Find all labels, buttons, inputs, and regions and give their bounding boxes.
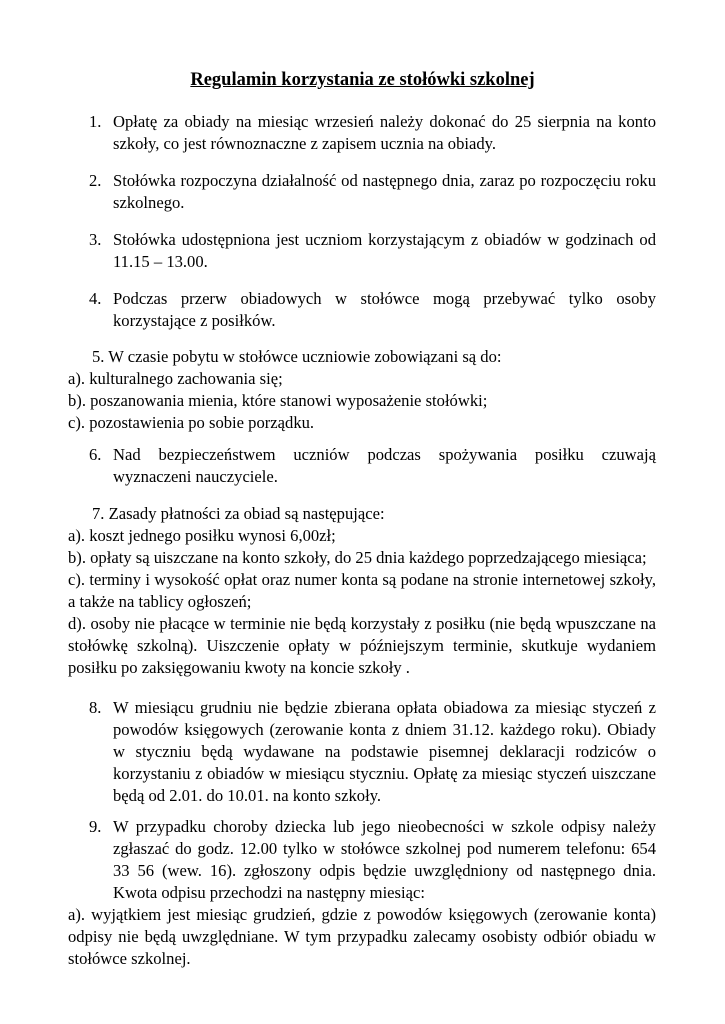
rule-item-9-subitems: [68, 904, 656, 970]
rule-text: W przypadku choroby dziecka lub jego nieobecności w szkole odpisy należy zgłaszać do godz. 12.00 tylko w stołówce szkolnej pod numerem telefonu: 654 33 56 (wew. 16). zgłoszony odpis będzie uwzględniony od następnego dnia. Kwota odpisu przechodzi na następny miesiąc:: [113, 817, 656, 902]
sub-item: b). poszanowania mienia, które stanowi wyposażenie stołówki;: [68, 391, 488, 410]
rule-item-7-heading: 7. Zasady płatności za obiad są następujące:: [92, 504, 385, 523]
sub-item: c). terminy i wysokość opłat oraz numer konta są podane na stronie internetowej szkoły, a także na tablicy ogłoszeń;: [68, 570, 656, 611]
rule-item-1: [89, 111, 656, 155]
rule-number: 2.: [89, 171, 102, 190]
sub-item: a). wyjątkiem jest miesiąc grudzień, gdzie z powodów księgowych (zerowanie konta) odpisy nie będą uwzględniane. W tym przypadku zalecamy osobisty odbiór obiadu w stołówce szkolnej.: [68, 905, 656, 968]
rule-item-5-heading: 5. W czasie pobytu w stołówce uczniowie zobowiązani są do:: [92, 347, 502, 366]
rule-item-8: [89, 697, 656, 807]
rule-number: 6.: [89, 445, 102, 464]
rule-text: W miesiącu grudniu nie będzie zbierana opłata obiadowa za miesiąc styczeń z powodów księgowych (zerowanie konta z dniem 31.12. każdego roku). Obiady w styczniu będą wydawane na podstawie pisemnej deklaracji rodziców o korzystaniu z obiadów w miesiącu styczniu. Opłatę za miesiąc styczeń uiszczane będą od 2.01. do 10.01. na konto szkoły.: [113, 698, 656, 805]
rule-text: Podczas przerw obiadowych w stołówce mogą przebywać tylko osoby korzystające z posiłków.: [113, 289, 656, 330]
sub-item: a). kulturalnego zachowania się;: [68, 369, 283, 388]
rule-number: 8.: [89, 698, 102, 717]
rule-number: 4.: [89, 289, 102, 308]
rule-text: Opłatę za obiady na miesiąc wrzesień należy dokonać do 25 sierpnia na konto szkoły, co jest równoznaczne z zapisem ucznia na obiady.: [113, 112, 656, 153]
sub-item: b). opłaty są uiszczane na konto szkoły, do 25 dnia każdego poprzedzającego miesiąca;: [68, 548, 647, 567]
rule-number: 9.: [89, 817, 102, 836]
rule-item-4: [89, 288, 656, 332]
sub-item: c). pozostawienia po sobie porządku.: [68, 413, 315, 432]
rule-text: Stołówka rozpoczyna działalność od następnego dnia, zaraz po rozpoczęciu roku szkolnego.: [113, 171, 656, 212]
rule-item-9: [89, 816, 656, 904]
rule-item-2: [89, 170, 656, 214]
rule-item-3: [89, 229, 656, 273]
rule-number: 3.: [89, 230, 102, 249]
rule-text: Stołówka udostępniona jest uczniom korzystającym z obiadów w godzinach od 11.15 – 13.00.: [113, 230, 656, 271]
sub-item: d). osoby nie płacące w terminie nie będą korzystały z posiłku (nie będą wpuszczane na stołówkę szkolną). Uiszczenie opłaty w późniejszym terminie, skutkuje wydaniem posiłku po zaksięgowaniu kwoty na koncie szkoły .: [68, 614, 656, 677]
sub-item: a). koszt jednego posiłku wynosi 6,00zł;: [68, 526, 336, 545]
rule-item-6: [89, 444, 656, 488]
rule-item-5-subitems: [68, 368, 656, 434]
rule-text: Nad bezpieczeństwem uczniów podczas spożywania posiłku czuwają wyznaczeni nauczyciele.: [113, 445, 656, 486]
rule-number: 1.: [89, 112, 102, 131]
document-title: Regulamin korzystania ze stołówki szkolnej: [190, 70, 535, 90]
rule-item-7-subitems: [68, 525, 656, 679]
